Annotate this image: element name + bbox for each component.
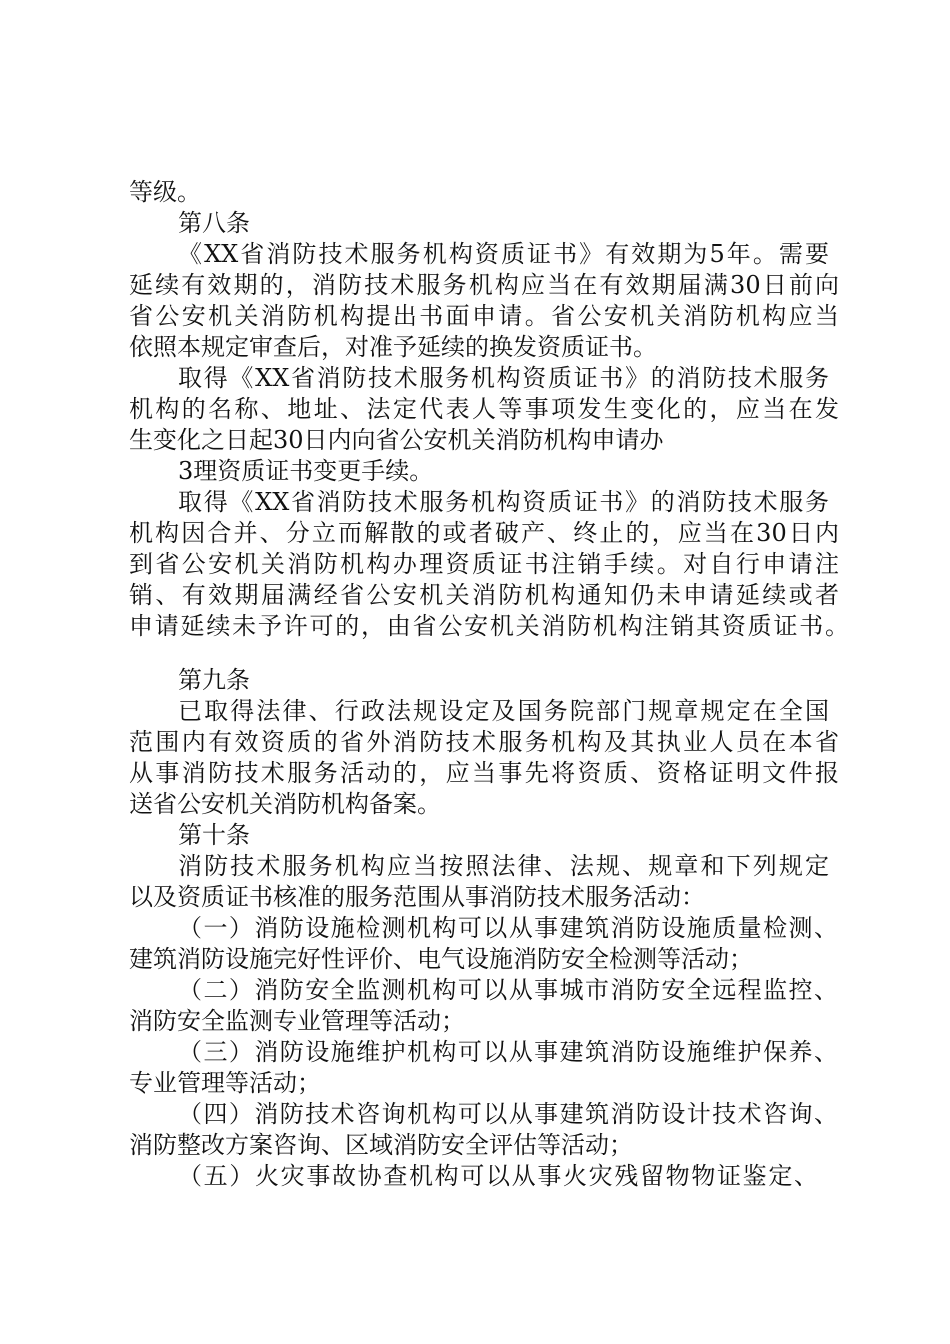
article-heading: 第八条 — [178, 209, 250, 237]
list-item: （一）消防设施检测机构可以从事建筑消防设施质量检测、 — [178, 914, 838, 942]
text-line: 申请延续未予许可的，由省公安机关消防机构注销其资质证书。 — [129, 612, 849, 640]
text-line: 已取得法律、行政法规设定及国务院部门规章规定在全国 — [178, 697, 829, 725]
text-line: 机构的名称、地址、法定代表人等事项发生变化的，应当在发 — [129, 395, 839, 423]
text-line: 机构因合并、分立而解散的或者破产、终止的，应当在30日内 — [129, 519, 839, 547]
text-line: 省公安机关消防机构提出书面申请。省公安机关消防机构应当 — [129, 302, 839, 330]
text-line: 消防技术服务机构应当按照法律、法规、规章和下列规定 — [178, 852, 829, 880]
text-line: 取得《XX省消防技术服务机构资质证书》的消防技术服务 — [178, 488, 829, 516]
text-line: 《XX省消防技术服务机构资质证书》有效期为5年。需要 — [178, 240, 829, 268]
text-line: 送省公安机关消防机构备案。 — [129, 790, 441, 818]
text-line: 消防整改方案咨询、区域消防安全评估等活动； — [129, 1131, 633, 1159]
article-heading: 第十条 — [178, 821, 250, 849]
text-line: 销、有效期届满经省公安机关消防机构通知仍未申请延续或者 — [129, 581, 839, 609]
text-line: 依照本规定审查后，对准予延续的换发资质证书。 — [129, 333, 657, 361]
text-line: 专业管理等活动； — [129, 1069, 321, 1097]
text-line: 等级。 — [129, 178, 201, 206]
text-line: 3理资质证书变更手续。 — [178, 457, 434, 485]
text-line: 以及资质证书核准的服务范围从事消防技术服务活动： — [129, 883, 705, 911]
list-item: （五）火灾事故协查机构可以从事火灾残留物物证鉴定、 — [178, 1162, 818, 1190]
article-heading: 第九条 — [178, 666, 250, 694]
text-line: 范围内有效资质的省外消防技术服务机构及其执业人员在本省 — [129, 728, 839, 756]
text-line: 取得《XX省消防技术服务机构资质证书》的消防技术服务 — [178, 364, 829, 392]
text-line: 生变化之日起30日内向省公安机关消防机构申请办 — [129, 426, 664, 454]
text-line: 到省公安机关消防机构办理资质证书注销手续。对自行申请注 — [129, 550, 839, 578]
list-item: （三）消防设施维护机构可以从事建筑消防设施维护保养、 — [178, 1038, 838, 1066]
text-line: 消防安全监测专业管理等活动； — [129, 1007, 465, 1035]
list-item: （四）消防技术咨询机构可以从事建筑消防设计技术咨询、 — [178, 1100, 838, 1128]
text-line: 延续有效期的，消防技术服务机构应当在有效期届满30日前向 — [129, 271, 839, 299]
text-line: 建筑消防设施完好性评价、电气设施消防安全检测等活动； — [129, 945, 753, 973]
list-item: （二）消防安全监测机构可以从事城市消防安全远程监控、 — [178, 976, 838, 1004]
text-line: 从事消防技术服务活动的，应当事先将资质、资格证明文件报 — [129, 759, 839, 787]
